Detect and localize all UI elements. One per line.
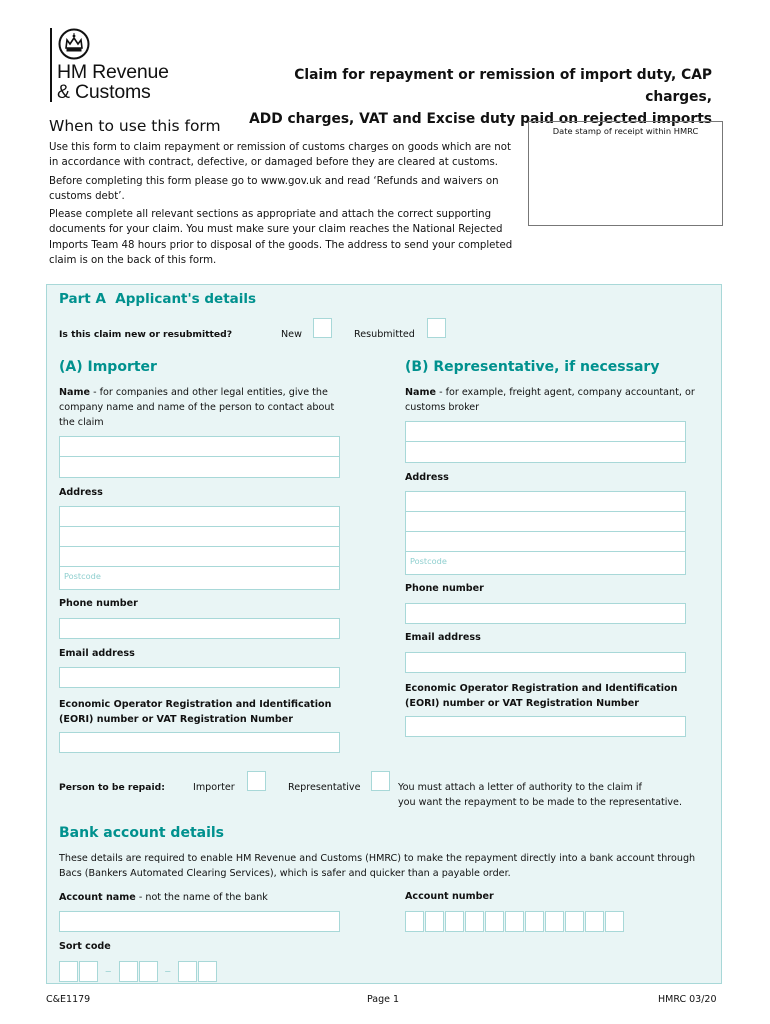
representative-eori-label: Economic Operator Registration and Identification (EORI) number or VAT Registration Number	[405, 683, 678, 709]
representative-section-title: (B) Representative, if necessary	[405, 359, 660, 375]
account-number-boxes	[405, 911, 624, 932]
sort-code-digit-2[interactable]	[79, 961, 98, 982]
importer-eori-input[interactable]	[59, 732, 340, 753]
importer-email-input[interactable]	[59, 667, 340, 688]
importer-eori-label: Economic Operator Registration and Identification (EORI) number or VAT Registration Number	[59, 699, 332, 725]
representative-postcode-field[interactable]	[406, 552, 685, 572]
repaid-representative-label: Representative	[288, 782, 361, 793]
date-stamp-label: Date stamp of receipt within HMRC	[552, 126, 699, 136]
postcode-placeholder: Postcode	[410, 556, 447, 566]
representative-email-input[interactable]	[405, 652, 686, 673]
importer-phone-label: Phone number	[59, 598, 138, 609]
form-version: HMRC 03/20	[658, 994, 717, 1005]
representative-email-label: Email address	[405, 632, 481, 643]
representative-address-line-2[interactable]	[406, 512, 685, 532]
representative-name-label-bold: Name	[405, 387, 437, 398]
representative-name-label	[405, 385, 700, 415]
page-number: Page 1	[367, 994, 400, 1005]
importer-address-field[interactable]	[59, 506, 340, 590]
note-line-2: you want the repayment to be made to the representative.	[398, 797, 683, 808]
importer-address-line-1[interactable]	[60, 507, 339, 527]
account-name-label-bold: Account name	[59, 892, 136, 903]
bank-details-title: Bank account details	[59, 825, 225, 841]
form-code: C&E1179	[46, 994, 91, 1005]
hmrc-logo-text	[57, 62, 169, 102]
importer-section-title: (A) Importer	[59, 359, 157, 375]
claim-type-question: Is this claim new or resubmitted?	[59, 329, 233, 340]
repaid-importer-label: Importer	[193, 782, 235, 793]
sort-code-label: Sort code	[59, 941, 111, 952]
resubmitted-claim-checkbox[interactable]	[427, 318, 446, 338]
representative-eori-input[interactable]	[405, 716, 686, 737]
importer-phone-input[interactable]	[59, 618, 340, 639]
account-number-digit-2[interactable]	[425, 911, 444, 932]
representative-name-line-2[interactable]	[406, 442, 685, 462]
account-number-digit-7[interactable]	[525, 911, 544, 932]
sort-code-digit-4[interactable]	[139, 961, 158, 982]
form-title-line-2: ADD charges, VAT and Excise duty paid on rejected imports	[249, 111, 712, 127]
date-stamp-box	[528, 121, 723, 226]
new-claim-checkbox[interactable]	[313, 318, 332, 338]
option-new-label: New	[281, 329, 302, 340]
option-resubmitted-label: Resubmitted	[354, 329, 415, 340]
importer-address-line-2[interactable]	[60, 527, 339, 547]
importer-address-line-3[interactable]	[60, 547, 339, 567]
sort-code-digit-5[interactable]	[178, 961, 197, 982]
person-to-be-repaid-label: Person to be repaid:	[59, 782, 165, 793]
sort-code-digit-6[interactable]	[198, 961, 217, 982]
account-name-label-hint: - not the name of the bank	[135, 892, 268, 903]
representative-address-line-1[interactable]	[406, 492, 685, 512]
representative-phone-label: Phone number	[405, 583, 484, 594]
intro-paragraph: Please complete all relevant sections as appropriate and attach the correct supporting documents for your claim. You must make sure your claim reaches the National Rejected Imports Team 48 hours prior to disposal of the goods. The address to send your completed claim is on the back of this form.	[49, 209, 513, 267]
account-number-label: Account number	[405, 891, 494, 902]
representative-name-label-hint: - for example, freight agent, company accountant, or customs broker	[405, 387, 695, 413]
intro-body	[49, 140, 519, 271]
account-number-digit-8[interactable]	[545, 911, 564, 932]
logo-line-2: & Customs	[57, 81, 151, 103]
importer-email-label: Email address	[59, 648, 135, 659]
account-name-input[interactable]	[59, 911, 340, 932]
crown-crest-icon	[58, 28, 90, 60]
account-name-label	[59, 890, 268, 905]
repaid-importer-checkbox[interactable]	[247, 771, 266, 791]
account-number-digit-11[interactable]	[605, 911, 624, 932]
account-number-digit-6[interactable]	[505, 911, 524, 932]
importer-name-line-1[interactable]	[60, 437, 339, 457]
importer-name-field[interactable]	[59, 436, 340, 478]
account-number-digit-5[interactable]	[485, 911, 504, 932]
part-a-title: Part A Applicant's details	[59, 291, 257, 307]
sort-code-separator: –	[105, 964, 112, 979]
intro-paragraph: Before completing this form please go to www.gov.uk and read ‘Refunds and waivers on customs debt’.	[49, 175, 499, 202]
postcode-placeholder: Postcode	[64, 571, 101, 581]
representative-name-line-1[interactable]	[406, 422, 685, 442]
letter-of-authority-note	[398, 780, 708, 810]
intro-heading: When to use this form	[49, 117, 221, 135]
repaid-representative-checkbox[interactable]	[371, 771, 390, 791]
importer-name-label-bold: Name	[59, 387, 91, 398]
representative-name-field[interactable]	[405, 421, 686, 463]
representative-phone-input[interactable]	[405, 603, 686, 624]
account-number-digit-9[interactable]	[565, 911, 584, 932]
logo-divider	[50, 28, 52, 102]
sort-code-digit-3[interactable]	[119, 961, 138, 982]
logo-line-1: HM Revenue	[57, 61, 169, 83]
note-line-1: You must attach a letter of authority to the claim if	[398, 782, 642, 793]
account-number-digit-10[interactable]	[585, 911, 604, 932]
bank-details-description: These details are required to enable HM Revenue and Customs (HMRC) to make the repayment directly into a bank account through Bacs (Bankers Automated Clearing Services), which is safer and quicker than a payable order.	[59, 853, 696, 879]
account-number-digit-4[interactable]	[465, 911, 484, 932]
representative-address-line-3[interactable]	[406, 532, 685, 552]
sort-code-boxes	[59, 961, 217, 982]
form-title-line-1: Claim for repayment or remission of import duty, CAP charges,	[294, 67, 712, 105]
representative-address-field[interactable]	[405, 491, 686, 575]
importer-postcode-field[interactable]	[60, 567, 339, 587]
intro-paragraph: Use this form to claim repayment or remission of customs charges on goods which are not in accordance with contract, defective, or damaged before they are cleared at customs.	[49, 142, 511, 169]
account-number-digit-3[interactable]	[445, 911, 464, 932]
importer-address-label: Address	[59, 487, 103, 498]
importer-name-label-hint: - for companies and other legal entities, give the company name and name of the person to contact about the claim	[59, 387, 335, 428]
representative-address-label: Address	[405, 472, 449, 483]
sort-code-digit-1[interactable]	[59, 961, 78, 982]
account-number-digit-1[interactable]	[405, 911, 424, 932]
importer-name-line-2[interactable]	[60, 457, 339, 477]
sort-code-separator: –	[164, 964, 171, 979]
importer-name-label	[59, 385, 349, 430]
